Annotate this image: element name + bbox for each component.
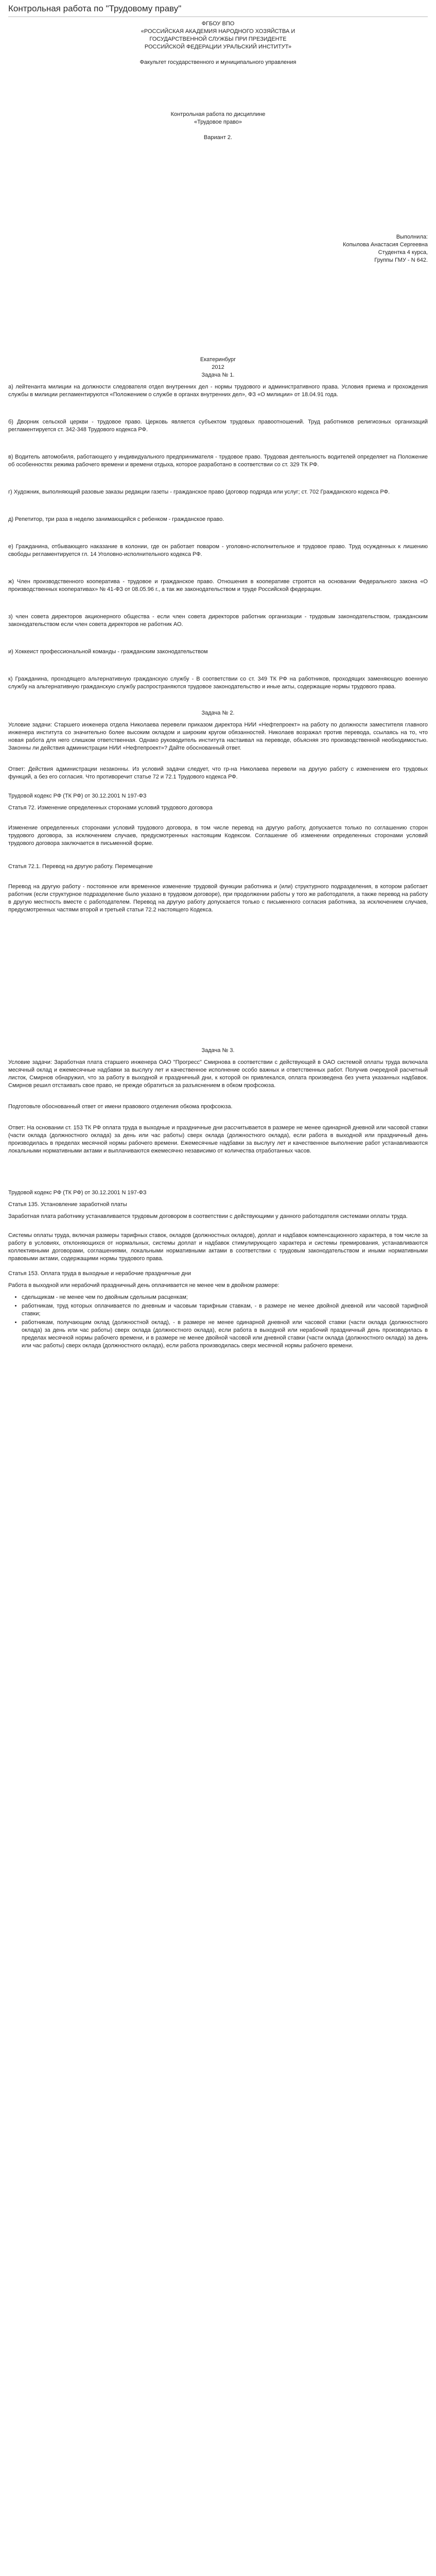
list-item: • сдельщикам - не менее чем по двойным сдельным расценкам; <box>22 1294 428 1301</box>
task1-item: г) Художник, выполняющий разовые заказы редакции газеты - гражданское право (договор подряда или услуг; ст. 702 Гражданского кодекса РФ. <box>8 489 390 495</box>
org-line: РОССИЙСКОЙ ФЕДЕРАЦИИ УРАЛЬСКИЙ ИНСТИТУТ» <box>144 44 292 50</box>
task1-item: в) Водитель автомобиля, работающего у индивидуального предпринимателя - трудовое право. Трудовая деятельность водителей определяет на Положение об особенностях режима рабочего времени и времени отдыха, которое разработано в соответствии со ст. 329 ТК РФ. <box>8 454 428 468</box>
task-heading: Задача № 1. <box>201 372 235 378</box>
list-item: • работникам, труд которых оплачивается по дневным и часовым тарифным ставкам, - в размере не менее двойной дневной или часовой тарифной ставки; <box>22 1302 428 1318</box>
task1-item: к) Гражданина, проходящего альтернативную гражданскую службу - В соответствии со ст. 349 ТК РФ на работников, проходящих заменяющую военную службу на альтернативную гражданскую службу распространяются трудовое законодательство и иные акты, содержащие нормы трудового права. <box>8 676 428 690</box>
task1-item: д) Репетитор, три раза в неделю занимающийся с ребенком - гражданское право. <box>8 516 224 522</box>
task-heading: Задача № 3. <box>201 1047 235 1054</box>
title-page <box>8 20 428 371</box>
task3-prepare: Подготовьте обоснованный ответ от имени правового отделения обкома профсоюза. <box>8 1104 233 1110</box>
task-1 <box>8 371 428 691</box>
article-text: Заработная плата работнику устанавливается трудовым договором в соответствии с действующими у данного работодателя системами оплаты труда. <box>8 1213 408 1219</box>
article-title: Статья 135. Установление заработной платы <box>8 1201 127 1208</box>
article-list <box>8 1294 428 1350</box>
list-item: • работникам, получающим оклад (должностной оклад), - в размере не менее одинарной дневной или часовой ставки (части оклада (должностного оклада) за день или час работы) сверх оклада (должностного оклада), если работа в выходной или нерабочий праздничный день производилась в пределах месячной нормы рабочего времени, и в размере не менее двойной часовой или дневной ставки (части оклада (должностного оклада) за день или час работы) сверх оклада (должностного оклада), если работа производилась сверх месячной нормы рабочего времени. <box>22 1319 428 1350</box>
task2-condition: Условие задачи: Старшего инженера отдела Николаева перевели приказом директора НИИ «Нефтепроект» на работу по должности заместителя главного инженера института со значительно более высоким окладом и широким кругом обязанностей. Николаев возражал против перевода, ссылаясь на то, что новая работа для него слишком ответственная. Однако руководитель института настаивал на переводе, объясняя это производственной необходимостью. Законны ли действия администрации НИИ «Нефтепроект»? Дайте обоснованный ответ. <box>8 722 428 751</box>
article-title: Статья 72.1. Перевод на другую работу. Перемещение <box>8 863 153 870</box>
article-title: Статья 72. Изменение определенных сторонами условий трудового договора <box>8 805 213 811</box>
task1-item: б) Дворник сельской церкви - трудовое право. Церковь является субъектом трудовых правоотношений. Труд работников религиозных организаций регламентируется ст. 342-348 Трудового кодекса РФ. <box>8 419 428 433</box>
task1-item: з) член совета директоров акционерного общества - если член совета директоров работник организации - трудовым законодательством, гражданским законодательством если член совета директоров не работник АО. <box>8 614 428 628</box>
org-line: ГОСУДАРСТВЕННОЙ СЛУЖБЫ ПРИ ПРЕЗИДЕНТЕ <box>149 36 287 42</box>
performed-line: Студентка 4 курса, <box>378 249 428 256</box>
task1-item: и) Хоккеист профессиональной команды - гражданским законодательством <box>8 649 208 655</box>
task-3 <box>8 1047 428 1350</box>
article-text: Изменение определенных сторонами условий трудового договора, в том числе перевод на другую работу, допускается только по соглашению сторон трудового договора, за исключением случаев, предусмотренных настоящим Кодексом. Соглашение об изменении определенных сторонами условий трудового договора заключается в письменной форме. <box>8 825 428 846</box>
task1-item: ж) Член производственного кооператива - трудовое и гражданское право. Отношения в кооперативе строятся на основании Федерального закона «О производственных кооперативах» № 41-ФЗ от 08.05.96 г., а так же законодательством и труде Российской федерации. <box>8 579 428 592</box>
article-title: Статья 153. Оплата труда в выходные и нерабочие праздничные дни <box>8 1270 191 1277</box>
task1-item: а) лейтенанта милиции на должности следователя отдел внутренних дел - нормы трудового и административного права. Условия приема и прохождения службы в милиции регламентируются «Положением о службе в органах внутренних дел», ФЗ «О милиции» от 18.04.91 года. <box>8 384 428 398</box>
org-line: «РОССИЙСКАЯ АКАДЕМИЯ НАРОДНОГО ХОЗЯЙСТВА И <box>141 28 295 35</box>
task3-condition: Условие задачи: Заработная плата старшего инженера ОАО "Прогресс" Смирнова в соответствии с действующей в ОАО системой оплаты труда включала месячный оклад и ежемесячные надбавки за выслугу лет и качественное исполнение особо важных и ответственных работ. Получив очередной расчетный листок, Смирнов обнаружил, что за работу в выходной и праздничный дни, к которой он привлекался, оплата произведена без учета указанных надбавок. Смирнов решил отстаивать свое право, не прежде обратиться за разъяснением в обком профсоюза. <box>8 1059 428 1089</box>
page-title: Контрольная работа по "Трудовому праву" <box>8 3 428 17</box>
org-line: ФГБОУ ВПО <box>201 21 235 27</box>
work-title-line: «Трудовое право» <box>194 119 242 125</box>
law-reference: Трудовой кодекс РФ (ТК РФ) от 30.12.2001 N 197-ФЗ <box>8 793 147 799</box>
task1-item: е) Гражданина, отбывающего наказание в колонии, где он работает поваром - уголовно-исполнительное и трудовое право. Труд осужденных к лишению свободы регламентируется гл. 14 Уголовно-исполнительного кодекса РФ. <box>8 544 428 557</box>
city: Екатеринбург <box>200 357 236 363</box>
task2-answer: Ответ: Действия администрации незаконны. Из условий задачи следует, что гр-на Николаева перевели на другую работу с изменением его трудовых функций, а без его согласия. Что противоречит статье 72 и 72.1 Трудового кодекса РФ. <box>8 766 428 780</box>
task-heading: Задача № 2. <box>201 710 235 716</box>
law-reference: Трудовой кодекс РФ (ТК РФ) от 30.12.2001 N 197-ФЗ <box>8 1190 147 1196</box>
year: 2012 <box>212 364 224 370</box>
work-title-line: Контрольная работа по дисциплине <box>170 111 266 117</box>
article-text: Системы оплаты труда, включая размеры тарифных ставок, окладов (должностных окладов), доплат и надбавок компенсационного характера, в том числе за работу в условиях, отклоняющихся от нормальных, системы доплат и надбавок стимулирующего характера и системы премирования, устанавливаются коллективными договорами, соглашениями, локальными нормативными актами в соответствии с трудовым законодательством и иными нормативными правовыми актами, содержащими нормы трудового права. <box>8 1232 428 1262</box>
performed-line: Копылова Анастасия Сергеевна <box>343 242 428 248</box>
article-text: Перевод на другую работу - постоянное или временное изменение трудовой функции работника и (или) структурного подразделения, в котором работает работник (если структурное подразделение было указано в трудовом договоре), при продолжении работы у того же работодателя, а также перевод на работу в другую местность вместе с работодателем. Перевод на другую работу допускается только с письменного согласия работника, за исключением случаев, предусмотренных частями второй и третьей статьи 72.2 настоящего Кодекса. <box>8 884 428 913</box>
performed-line: Группы ГМУ - N 642. <box>374 257 428 263</box>
task3-answer: Ответ: На основании ст. 153 ТК РФ оплата труда в выходные и праздничные дни рассчитывается в размере не менее одинарной дневной или часовой ставки (части оклада (должностного оклада) за день или час работы) сверх оклада (должностного оклада), если работа в выходной или праздничный день производилась в пределах месячной нормы рабочего времени. Ежемесячные надбавки за выслугу лет и качественное выполнение работ устанавливаются локальными нормативными актами и выплачиваются ежемесячно независимо от количества отработанных часов. <box>8 1125 428 1154</box>
faculty: Факультет государственного и муниципального управления <box>139 59 297 65</box>
variant: Вариант 2. <box>203 134 233 141</box>
task-2 <box>8 709 428 914</box>
article-intro: Работа в выходной или нерабочий праздничный день оплачивается не менее чем в двойном размере: <box>8 1282 280 1289</box>
performed-line: Выполнила: <box>396 234 428 240</box>
